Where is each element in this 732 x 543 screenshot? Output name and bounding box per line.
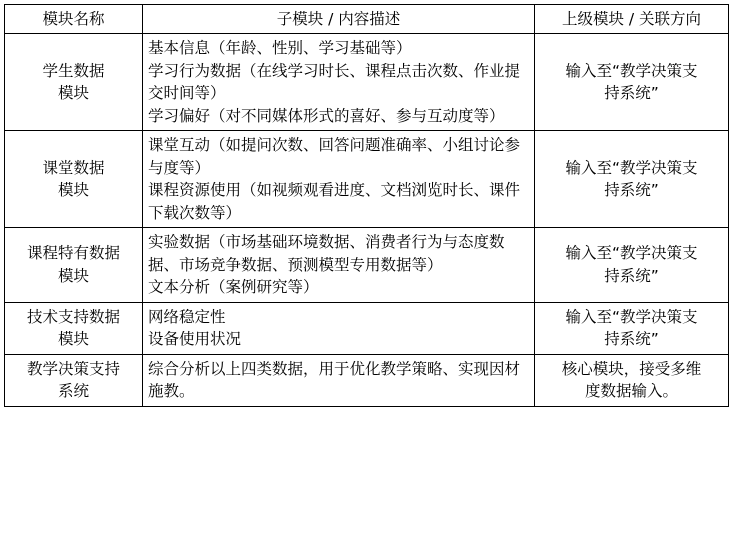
table-row bbox=[5, 228, 729, 302]
cell-module-name bbox=[5, 34, 143, 131]
submodule-item: 网络稳定性 bbox=[148, 307, 226, 326]
module-data-table bbox=[4, 4, 729, 407]
cell-parent-module bbox=[535, 131, 729, 228]
column-header-submodule: 子模块 / 内容描述 bbox=[143, 5, 535, 34]
submodule-item: 实验数据（市场基础环境数据、消费者行为与态度数据、市场竞争数据、预测模型专用数据等） bbox=[148, 233, 505, 274]
submodule-item: 设备使用状况 bbox=[148, 330, 242, 349]
column-header-parent: 上级模块 / 关联方向 bbox=[535, 5, 729, 34]
submodule-item: 学习行为数据（在线学习时长、课程点击次数、作业提交时间等） bbox=[148, 61, 521, 103]
submodule-item: 学习偏好（对不同媒体形式的喜好、参与互动度等） bbox=[148, 106, 505, 125]
module-name-line: 模块 bbox=[57, 84, 89, 103]
parent-module-line: 持系统” bbox=[604, 330, 659, 349]
parent-module-line: 输入至“教学决策支 bbox=[565, 61, 698, 80]
cell-parent-module bbox=[535, 228, 729, 302]
cell-submodule-description bbox=[143, 131, 535, 228]
module-name-line: 课堂数据 bbox=[42, 158, 105, 177]
module-name-line: 技术支持数据 bbox=[26, 307, 120, 326]
table-row bbox=[5, 131, 729, 228]
submodule-item: 综合分析以上四类数据，用于优化教学策略、实现因材施教。 bbox=[148, 359, 521, 401]
cell-module-name bbox=[5, 131, 143, 228]
table-body bbox=[5, 34, 729, 406]
submodule-item: 基本信息（年龄、性别、学习基础等） bbox=[148, 39, 412, 58]
parent-module-line: 核心模块，接受多维 bbox=[561, 359, 702, 378]
cell-module-name bbox=[5, 302, 143, 354]
module-name-line: 学生数据 bbox=[42, 61, 105, 80]
cell-module-name bbox=[5, 228, 143, 302]
submodule-item: 文本分析（案例研究等） bbox=[148, 278, 319, 297]
cell-submodule-description bbox=[143, 302, 535, 354]
cell-module-name bbox=[5, 354, 143, 406]
module-name-line: 课程特有数据 bbox=[26, 244, 120, 263]
cell-parent-module bbox=[535, 302, 729, 354]
parent-module-line: 持系统” bbox=[604, 84, 659, 103]
cell-submodule-description bbox=[143, 354, 535, 406]
module-name-line: 系统 bbox=[57, 382, 89, 401]
parent-module-line: 输入至“教学决策支 bbox=[565, 307, 698, 326]
submodule-item: 课程资源使用（如视频观看进度、文档浏览时长、课件下载次数等） bbox=[148, 181, 521, 222]
submodule-item: 课堂互动（如提问次数、回答问题准确率、小组讨论参与度等） bbox=[148, 136, 521, 177]
parent-module-line: 输入至“教学决策支 bbox=[565, 244, 698, 263]
cell-submodule-description bbox=[143, 34, 535, 131]
module-name-line: 教学决策支持 bbox=[26, 359, 120, 378]
table-row bbox=[5, 354, 729, 406]
cell-submodule-description bbox=[143, 228, 535, 302]
module-name-line: 模块 bbox=[57, 181, 89, 200]
cell-parent-module bbox=[535, 34, 729, 131]
parent-module-line: 持系统” bbox=[604, 181, 659, 200]
cell-parent-module bbox=[535, 354, 729, 406]
table-header-row bbox=[5, 5, 729, 34]
table-header bbox=[5, 5, 729, 34]
column-header-module: 模块名称 bbox=[5, 5, 143, 34]
parent-module-line: 输入至“教学决策支 bbox=[565, 158, 698, 177]
module-name-line: 模块 bbox=[57, 266, 89, 285]
module-name-line: 模块 bbox=[57, 330, 89, 349]
parent-module-line: 持系统” bbox=[604, 266, 659, 285]
table-row bbox=[5, 34, 729, 131]
table-row bbox=[5, 302, 729, 354]
parent-module-line: 度数据输入。 bbox=[584, 382, 678, 401]
